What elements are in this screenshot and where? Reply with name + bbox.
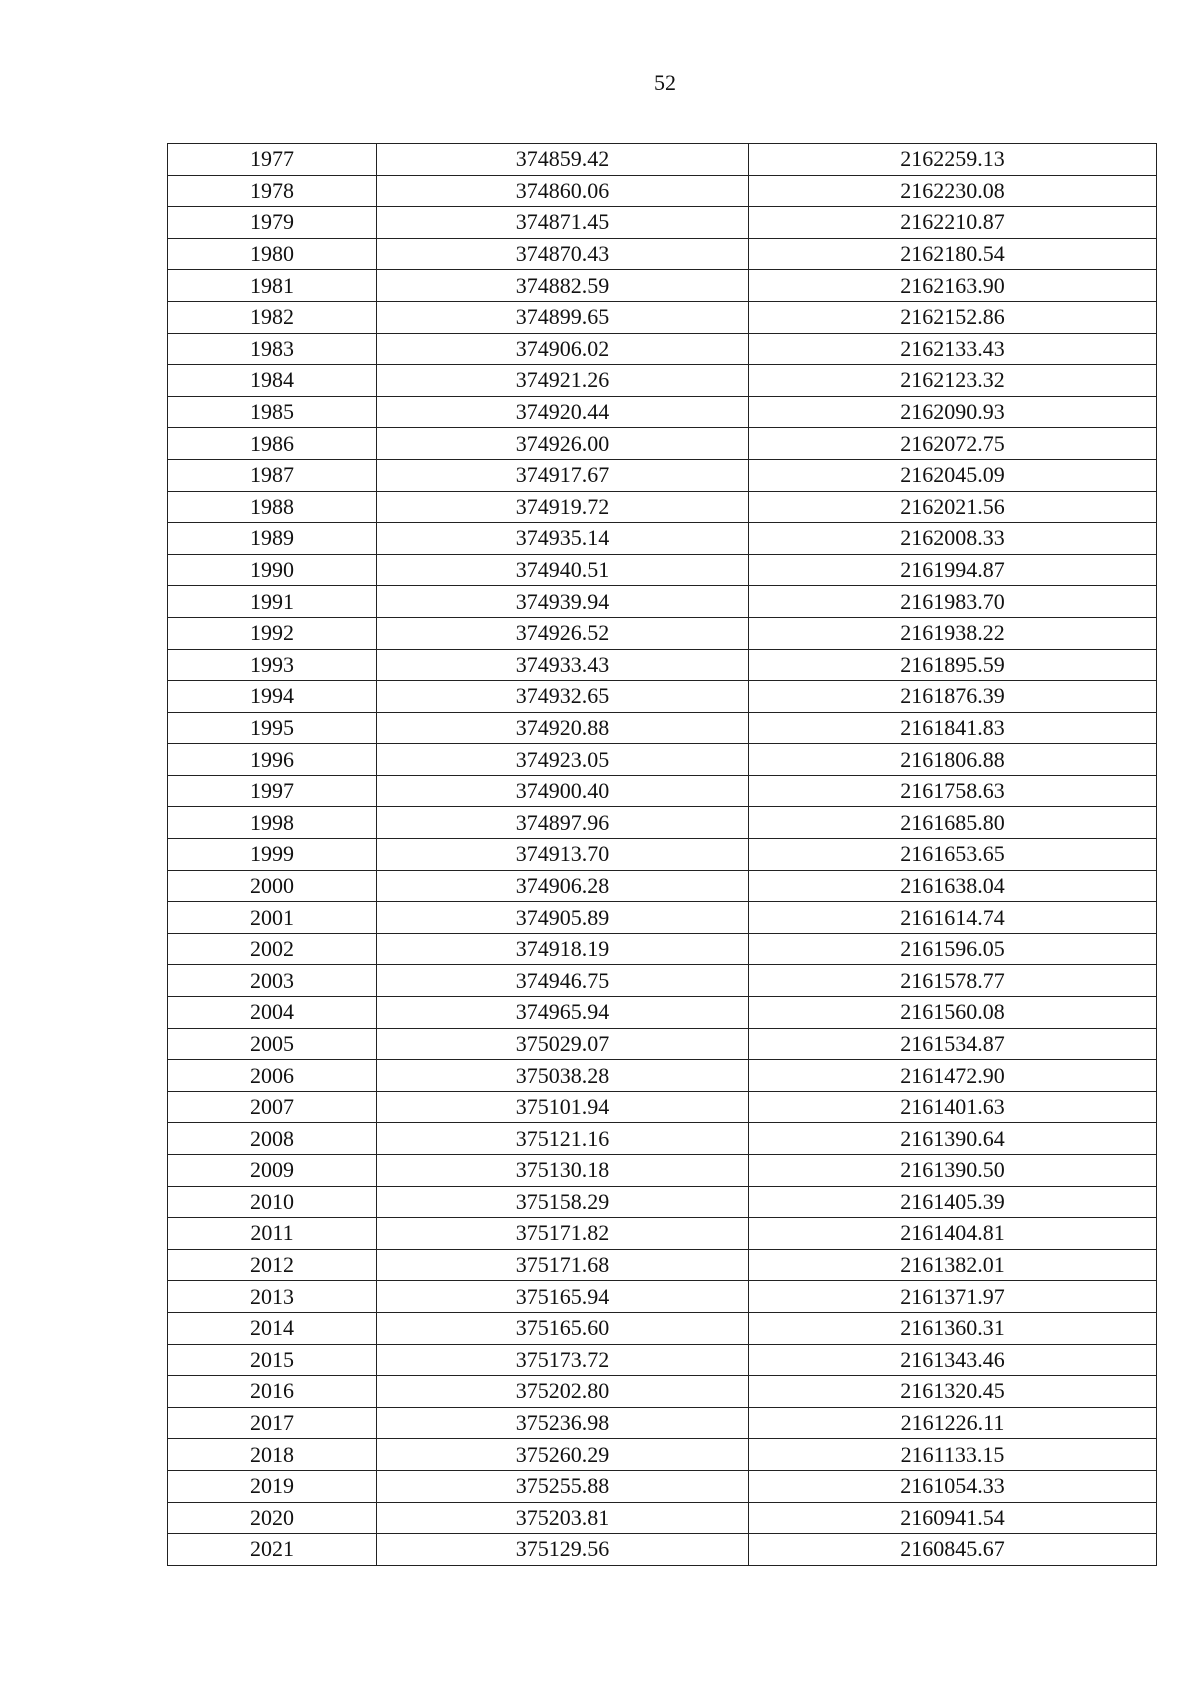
cell-year: 1987 bbox=[168, 459, 377, 491]
cell-year: 1984 bbox=[168, 365, 377, 397]
cell-y: 2162210.87 bbox=[749, 207, 1157, 239]
cell-x: 374921.26 bbox=[377, 365, 749, 397]
cell-y: 2162045.09 bbox=[749, 459, 1157, 491]
cell-x: 374906.28 bbox=[377, 870, 749, 902]
cell-y: 2161360.31 bbox=[749, 1312, 1157, 1344]
table-row bbox=[168, 1534, 1157, 1566]
cell-x: 375255.88 bbox=[377, 1470, 749, 1502]
cell-year: 1998 bbox=[168, 807, 377, 839]
cell-y: 2161320.45 bbox=[749, 1376, 1157, 1408]
table-row bbox=[168, 1502, 1157, 1534]
cell-y: 2161806.88 bbox=[749, 744, 1157, 776]
table-row bbox=[168, 491, 1157, 523]
cell-y: 2161371.97 bbox=[749, 1281, 1157, 1313]
cell-year: 2002 bbox=[168, 933, 377, 965]
table-row bbox=[168, 775, 1157, 807]
cell-year: 2015 bbox=[168, 1344, 377, 1376]
cell-year: 1989 bbox=[168, 523, 377, 555]
table-row bbox=[168, 459, 1157, 491]
cell-y: 2161382.01 bbox=[749, 1249, 1157, 1281]
cell-y: 2160845.67 bbox=[749, 1534, 1157, 1566]
cell-y: 2162259.13 bbox=[749, 144, 1157, 176]
cell-x: 375130.18 bbox=[377, 1155, 749, 1187]
cell-x: 375129.56 bbox=[377, 1534, 749, 1566]
cell-x: 374906.02 bbox=[377, 333, 749, 365]
cell-y: 2161983.70 bbox=[749, 586, 1157, 618]
table-row bbox=[168, 428, 1157, 460]
cell-y: 2161578.77 bbox=[749, 965, 1157, 997]
table-row bbox=[168, 1312, 1157, 1344]
cell-y: 2161390.50 bbox=[749, 1155, 1157, 1187]
table-row bbox=[168, 1344, 1157, 1376]
cell-x: 374926.52 bbox=[377, 617, 749, 649]
table-row bbox=[168, 839, 1157, 871]
cell-x: 375101.94 bbox=[377, 1091, 749, 1123]
cell-y: 2161226.11 bbox=[749, 1407, 1157, 1439]
cell-y: 2161994.87 bbox=[749, 554, 1157, 586]
cell-x: 375158.29 bbox=[377, 1186, 749, 1218]
cell-y: 2161405.39 bbox=[749, 1186, 1157, 1218]
table-row bbox=[168, 144, 1157, 176]
table-row bbox=[168, 1091, 1157, 1123]
cell-y: 2162090.93 bbox=[749, 396, 1157, 428]
cell-x: 374923.05 bbox=[377, 744, 749, 776]
cell-x: 374939.94 bbox=[377, 586, 749, 618]
cell-x: 374913.70 bbox=[377, 839, 749, 871]
cell-y: 2161596.05 bbox=[749, 933, 1157, 965]
cell-y: 2161343.46 bbox=[749, 1344, 1157, 1376]
cell-y: 2162180.54 bbox=[749, 238, 1157, 270]
table-row bbox=[168, 301, 1157, 333]
cell-y: 2161401.63 bbox=[749, 1091, 1157, 1123]
cell-x: 374920.44 bbox=[377, 396, 749, 428]
cell-x: 374965.94 bbox=[377, 997, 749, 1029]
cell-y: 2162008.33 bbox=[749, 523, 1157, 555]
cell-x: 375202.80 bbox=[377, 1376, 749, 1408]
cell-x: 374940.51 bbox=[377, 554, 749, 586]
cell-x: 375171.68 bbox=[377, 1249, 749, 1281]
cell-year: 2003 bbox=[168, 965, 377, 997]
table-row bbox=[168, 523, 1157, 555]
cell-y: 2161938.22 bbox=[749, 617, 1157, 649]
cell-year: 2009 bbox=[168, 1155, 377, 1187]
cell-y: 2161758.63 bbox=[749, 775, 1157, 807]
cell-x: 375165.60 bbox=[377, 1312, 749, 1344]
cell-y: 2161685.80 bbox=[749, 807, 1157, 839]
page-number: 52 bbox=[654, 70, 676, 95]
table-row bbox=[168, 1060, 1157, 1092]
cell-year: 1977 bbox=[168, 144, 377, 176]
cell-year: 2005 bbox=[168, 1028, 377, 1060]
table-row bbox=[168, 586, 1157, 618]
cell-year: 2006 bbox=[168, 1060, 377, 1092]
table-row bbox=[168, 649, 1157, 681]
cell-x: 374897.96 bbox=[377, 807, 749, 839]
cell-x: 374932.65 bbox=[377, 681, 749, 713]
cell-y: 2161390.64 bbox=[749, 1123, 1157, 1155]
cell-year: 2019 bbox=[168, 1470, 377, 1502]
cell-y: 2161638.04 bbox=[749, 870, 1157, 902]
cell-y: 2161404.81 bbox=[749, 1218, 1157, 1250]
cell-year: 1999 bbox=[168, 839, 377, 871]
cell-y: 2161614.74 bbox=[749, 902, 1157, 934]
cell-y: 2161472.90 bbox=[749, 1060, 1157, 1092]
table-row bbox=[168, 207, 1157, 239]
cell-year: 1990 bbox=[168, 554, 377, 586]
cell-x: 375236.98 bbox=[377, 1407, 749, 1439]
cell-year: 2004 bbox=[168, 997, 377, 1029]
cell-year: 2008 bbox=[168, 1123, 377, 1155]
table-row bbox=[168, 175, 1157, 207]
cell-year: 1979 bbox=[168, 207, 377, 239]
cell-x: 375203.81 bbox=[377, 1502, 749, 1534]
cell-x: 374918.19 bbox=[377, 933, 749, 965]
cell-year: 2017 bbox=[168, 1407, 377, 1439]
cell-x: 374919.72 bbox=[377, 491, 749, 523]
cell-y: 2161560.08 bbox=[749, 997, 1157, 1029]
table-row bbox=[168, 902, 1157, 934]
table-row bbox=[168, 1218, 1157, 1250]
table-row bbox=[168, 396, 1157, 428]
cell-y: 2161133.15 bbox=[749, 1439, 1157, 1471]
table-row bbox=[168, 554, 1157, 586]
cell-year: 1986 bbox=[168, 428, 377, 460]
cell-x: 375165.94 bbox=[377, 1281, 749, 1313]
cell-year: 2016 bbox=[168, 1376, 377, 1408]
cell-year: 1981 bbox=[168, 270, 377, 302]
cell-year: 2021 bbox=[168, 1534, 377, 1566]
cell-year: 2014 bbox=[168, 1312, 377, 1344]
cell-year: 1995 bbox=[168, 712, 377, 744]
cell-year: 2012 bbox=[168, 1249, 377, 1281]
cell-y: 2162133.43 bbox=[749, 333, 1157, 365]
cell-year: 1988 bbox=[168, 491, 377, 523]
table-row bbox=[168, 870, 1157, 902]
cell-year: 2020 bbox=[168, 1502, 377, 1534]
cell-y: 2162163.90 bbox=[749, 270, 1157, 302]
table-row bbox=[168, 617, 1157, 649]
cell-y: 2162152.86 bbox=[749, 301, 1157, 333]
cell-year: 2010 bbox=[168, 1186, 377, 1218]
table-body bbox=[168, 144, 1157, 1566]
cell-year: 1980 bbox=[168, 238, 377, 270]
cell-x: 374859.42 bbox=[377, 144, 749, 176]
table-row bbox=[168, 681, 1157, 713]
cell-year: 2001 bbox=[168, 902, 377, 934]
table-row bbox=[168, 1376, 1157, 1408]
table-row bbox=[168, 1123, 1157, 1155]
cell-x: 374871.45 bbox=[377, 207, 749, 239]
cell-year: 1993 bbox=[168, 649, 377, 681]
cell-y: 2161841.83 bbox=[749, 712, 1157, 744]
table-row bbox=[168, 997, 1157, 1029]
cell-x: 375121.16 bbox=[377, 1123, 749, 1155]
cell-x: 374935.14 bbox=[377, 523, 749, 555]
cell-x: 374899.65 bbox=[377, 301, 749, 333]
cell-year: 2011 bbox=[168, 1218, 377, 1250]
table-row bbox=[168, 1249, 1157, 1281]
cell-y: 2162072.75 bbox=[749, 428, 1157, 460]
cell-year: 1996 bbox=[168, 744, 377, 776]
table-row bbox=[168, 1028, 1157, 1060]
table-row bbox=[168, 333, 1157, 365]
table-row bbox=[168, 1407, 1157, 1439]
cell-year: 2013 bbox=[168, 1281, 377, 1313]
cell-y: 2160941.54 bbox=[749, 1502, 1157, 1534]
cell-x: 374920.88 bbox=[377, 712, 749, 744]
cell-year: 1991 bbox=[168, 586, 377, 618]
cell-y: 2161054.33 bbox=[749, 1470, 1157, 1502]
cell-x: 375038.28 bbox=[377, 1060, 749, 1092]
cell-year: 2000 bbox=[168, 870, 377, 902]
cell-year: 1978 bbox=[168, 175, 377, 207]
cell-year: 1985 bbox=[168, 396, 377, 428]
table-row bbox=[168, 933, 1157, 965]
cell-x: 375171.82 bbox=[377, 1218, 749, 1250]
cell-x: 374905.89 bbox=[377, 902, 749, 934]
table-row bbox=[168, 1439, 1157, 1471]
cell-x: 375173.72 bbox=[377, 1344, 749, 1376]
cell-year: 2007 bbox=[168, 1091, 377, 1123]
cell-x: 374917.67 bbox=[377, 459, 749, 491]
table-row bbox=[168, 807, 1157, 839]
table-row bbox=[168, 1155, 1157, 1187]
table-row bbox=[168, 365, 1157, 397]
coordinates-table bbox=[167, 143, 1157, 1566]
table-row bbox=[168, 744, 1157, 776]
cell-x: 374900.40 bbox=[377, 775, 749, 807]
cell-y: 2161895.59 bbox=[749, 649, 1157, 681]
cell-y: 2162230.08 bbox=[749, 175, 1157, 207]
cell-x: 374946.75 bbox=[377, 965, 749, 997]
cell-y: 2162021.56 bbox=[749, 491, 1157, 523]
cell-y: 2161876.39 bbox=[749, 681, 1157, 713]
cell-y: 2162123.32 bbox=[749, 365, 1157, 397]
table-row bbox=[168, 712, 1157, 744]
table-row bbox=[168, 1281, 1157, 1313]
cell-x: 374870.43 bbox=[377, 238, 749, 270]
table-row bbox=[168, 965, 1157, 997]
cell-x: 374882.59 bbox=[377, 270, 749, 302]
cell-year: 1997 bbox=[168, 775, 377, 807]
cell-year: 1982 bbox=[168, 301, 377, 333]
cell-year: 2018 bbox=[168, 1439, 377, 1471]
table-row bbox=[168, 1470, 1157, 1502]
cell-x: 374933.43 bbox=[377, 649, 749, 681]
cell-year: 1983 bbox=[168, 333, 377, 365]
cell-year: 1992 bbox=[168, 617, 377, 649]
table-row bbox=[168, 238, 1157, 270]
cell-x: 374860.06 bbox=[377, 175, 749, 207]
cell-y: 2161534.87 bbox=[749, 1028, 1157, 1060]
table-row bbox=[168, 270, 1157, 302]
table-row bbox=[168, 1186, 1157, 1218]
cell-x: 374926.00 bbox=[377, 428, 749, 460]
cell-x: 375260.29 bbox=[377, 1439, 749, 1471]
cell-y: 2161653.65 bbox=[749, 839, 1157, 871]
cell-year: 1994 bbox=[168, 681, 377, 713]
cell-x: 375029.07 bbox=[377, 1028, 749, 1060]
